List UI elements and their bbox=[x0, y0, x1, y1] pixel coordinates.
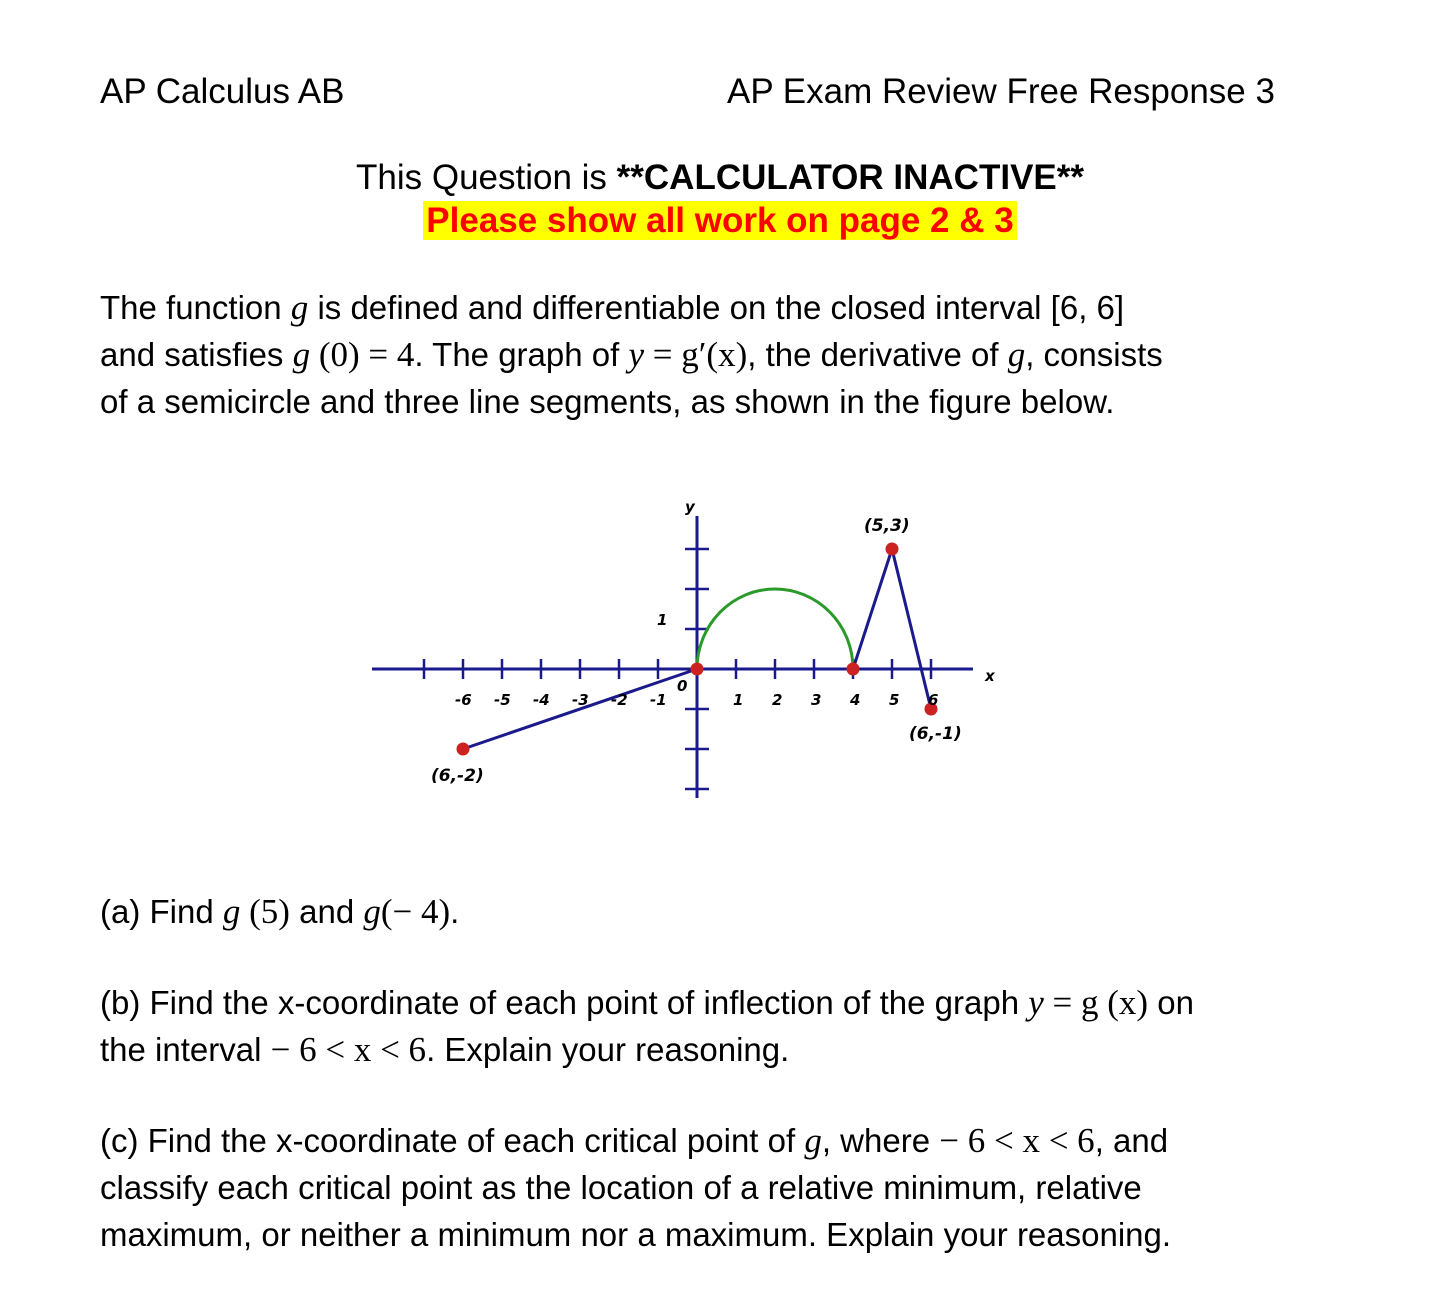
axes-group bbox=[372, 516, 973, 798]
math-y: y bbox=[1028, 983, 1044, 1022]
x-tick-label: 4 bbox=[850, 691, 861, 709]
x-tick-label: -2 bbox=[611, 691, 628, 709]
math-gprime: = g′(x) bbox=[644, 335, 748, 374]
math-g: g bbox=[1007, 335, 1026, 374]
qc-text: , where bbox=[821, 1122, 940, 1159]
question-b-line-1 bbox=[100, 979, 1194, 1026]
graph-line-segment bbox=[853, 549, 892, 669]
x-tick-label: 1 bbox=[733, 691, 744, 709]
x-tick-label: 3 bbox=[811, 691, 822, 709]
x-tick-label: 5 bbox=[889, 691, 900, 709]
qb-text: (b) Find the x-coordinate of each point of inflection of the graph bbox=[100, 984, 1029, 1021]
work-notice-highlight: Please show all work on page 2 & 3 bbox=[423, 201, 1016, 240]
graph-point bbox=[691, 663, 704, 676]
graph-point bbox=[457, 743, 470, 756]
qa-text: (a) Find bbox=[100, 893, 223, 930]
question-a bbox=[100, 888, 459, 935]
math-y: y bbox=[628, 335, 645, 374]
y-axis-label: y bbox=[685, 498, 695, 516]
intro-line-3: of a semicircle and three line segments, as shown in the figure below. bbox=[100, 383, 1115, 420]
math-g: g bbox=[222, 892, 241, 931]
point-label: (6,-1) bbox=[909, 724, 962, 744]
question-b-line-2 bbox=[100, 1026, 789, 1073]
x-tick-label: 0 bbox=[677, 677, 688, 695]
intro-text: , the derivative of bbox=[747, 336, 1008, 373]
qb-text: on bbox=[1148, 984, 1194, 1021]
graph-point bbox=[886, 543, 899, 556]
question-c-line-1 bbox=[100, 1117, 1168, 1164]
x-tick-label: 6 bbox=[928, 691, 939, 709]
x-tick-label: -4 bbox=[533, 691, 550, 709]
graph-point bbox=[847, 663, 860, 676]
intro-text: , consists bbox=[1025, 336, 1163, 373]
qa-text: and bbox=[299, 893, 364, 930]
math-g: g bbox=[804, 1121, 822, 1160]
labels-group bbox=[431, 498, 996, 786]
qb-text: . Explain your reasoning. bbox=[426, 1031, 790, 1068]
x-tick-label: -1 bbox=[650, 691, 667, 709]
math-g5: (5) bbox=[249, 892, 290, 931]
notice-prefix: This Question is bbox=[356, 158, 617, 197]
math-g: g bbox=[292, 335, 311, 374]
intro-text: and satisfies bbox=[100, 336, 293, 373]
intro-text: . The graph of bbox=[414, 336, 629, 373]
question-c-line-3: maximum, or neither a minimum nor a maximum. Explain your reasoning. bbox=[100, 1216, 1172, 1253]
math-interval: − 6 < x < 6 bbox=[939, 1121, 1095, 1160]
x-tick-label: 2 bbox=[772, 691, 783, 709]
x-axis-label: x bbox=[985, 667, 995, 685]
graph-semicircle bbox=[697, 589, 853, 669]
point-label: (6,-2) bbox=[431, 766, 484, 786]
notice-bold: **CALCULATOR INACTIVE** bbox=[616, 158, 1084, 197]
graph-line-segment bbox=[463, 669, 697, 749]
graph-line-segment bbox=[892, 549, 931, 709]
math-gx: = g (x) bbox=[1043, 983, 1149, 1022]
point-label: (5,3) bbox=[864, 516, 910, 536]
qc-text: , and bbox=[1094, 1122, 1169, 1159]
x-tick-label: -6 bbox=[455, 691, 472, 709]
math-g: g bbox=[290, 288, 309, 327]
intro-text: The function bbox=[100, 289, 291, 326]
math-g: g bbox=[363, 892, 381, 931]
exam-title: AP Exam Review Free Response 3 bbox=[727, 72, 1275, 111]
intro-text: is defined and differentiable on the closed interval [6, 6] bbox=[308, 289, 1125, 326]
y-tick-label: 1 bbox=[657, 611, 668, 629]
question-c-line-2: classify each critical point as the location of a relative minimum, relative bbox=[100, 1169, 1142, 1206]
course-title: AP Calculus AB bbox=[100, 72, 345, 111]
qc-text: (c) Find the x-coordinate of each critical point of bbox=[100, 1122, 805, 1159]
math-interval: − 6 < x < 6 bbox=[270, 1030, 427, 1069]
math-g0: (0) = 4 bbox=[318, 335, 415, 374]
x-tick-label: -3 bbox=[572, 691, 589, 709]
qb-text: the interval bbox=[100, 1031, 271, 1068]
x-tick-label: -5 bbox=[494, 691, 511, 709]
math-gneg4: (− 4) bbox=[380, 892, 451, 931]
qa-text: . bbox=[450, 893, 460, 930]
